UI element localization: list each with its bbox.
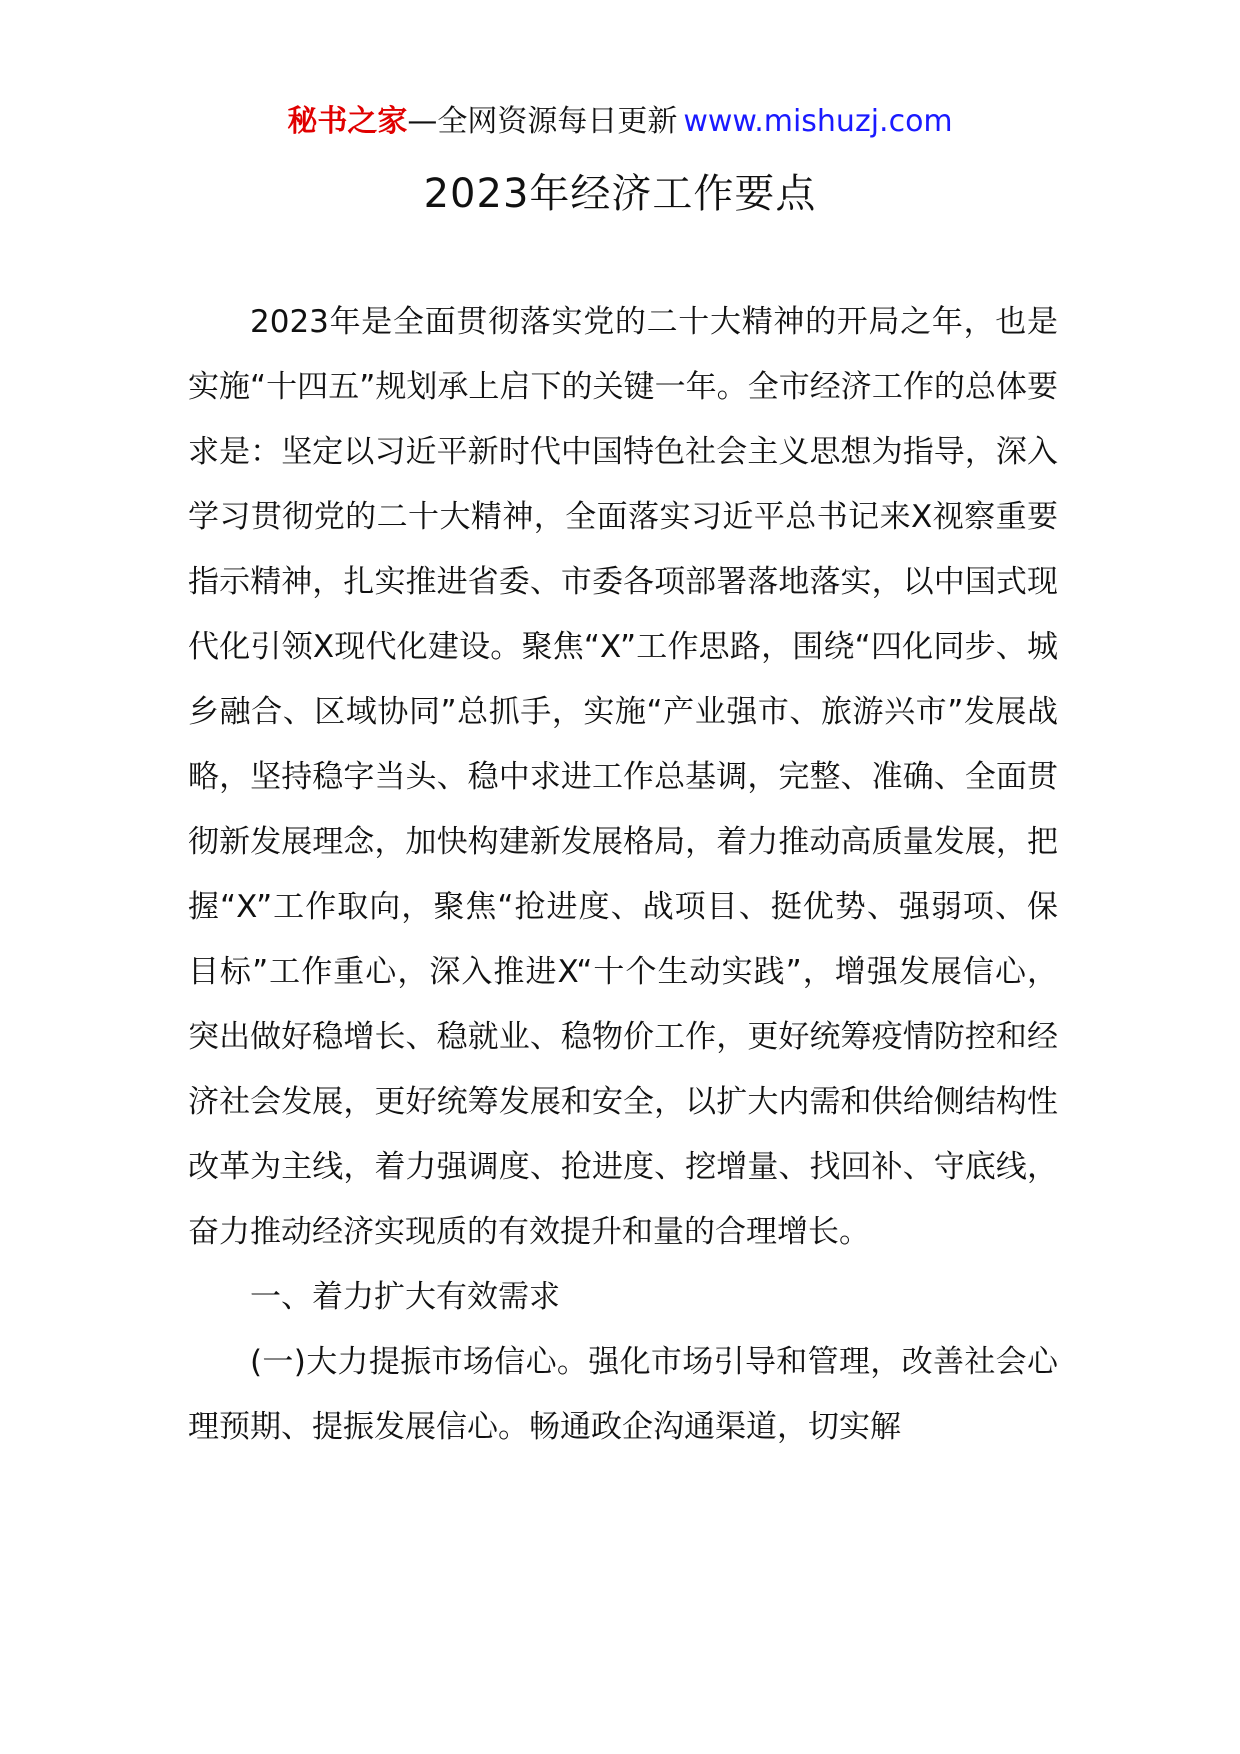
brand-name: 秘书之家 — [287, 104, 408, 139]
header-tagline: —全网资源每日更新 — [407, 104, 678, 139]
document-body — [188, 290, 1058, 1460]
intro-paragraph: 2023年是全面贯彻落实党的二十大精神的开局之年，也是实施“十四五”规划承上启下的关键一年。全市经济工作的总体要求是：坚定以习近平新时代中国特色社会主义思想为指导，深入学习贯彻党的二十大精神，全面落实习近平总书记来X视察重要指示精神，扎实推进省委、市委各项部署落地落实，以中国式现代化引领X现代化建设。聚焦“X”工作思路，围绕“四化同步、城乡融合、区域协同”总抓手，实施“产业强市、旅游兴市”发展战略，坚持稳字当头、稳中求进工作总基调，完整、准确、全面贯彻新发展理念，加快构建新发展格局，着力推动高质量发展，把握“X”工作取向，聚焦“抢进度、战项目、挺优势、强弱项、保目标”工作重心，深入推进X“十个生动实践”，增强发展信心，突出做好稳增长、稳就业、稳物价工作，更好统筹疫情防控和经济社会发展，更好统筹发展和安全，以扩大内需和供给侧结构性改革为主线，着力强调度、抢进度、挖增量、找回补、守底线，奋力推动经济实现质的有效提升和量的合理增长。 — [188, 304, 1058, 1250]
site-url-link[interactable]: www.mishuzj.com — [683, 104, 953, 139]
body-paragraph: (一)大力提振市场信心。强化市场引导和管理，改善社会心理预期、提振发展信心。畅通政企沟通渠道，切实解 — [188, 1344, 1058, 1445]
site-header — [0, 100, 1240, 144]
document-title: 2023年经济工作要点 — [423, 171, 817, 217]
section-heading: 一、着力扩大有效需求 — [250, 1279, 560, 1315]
